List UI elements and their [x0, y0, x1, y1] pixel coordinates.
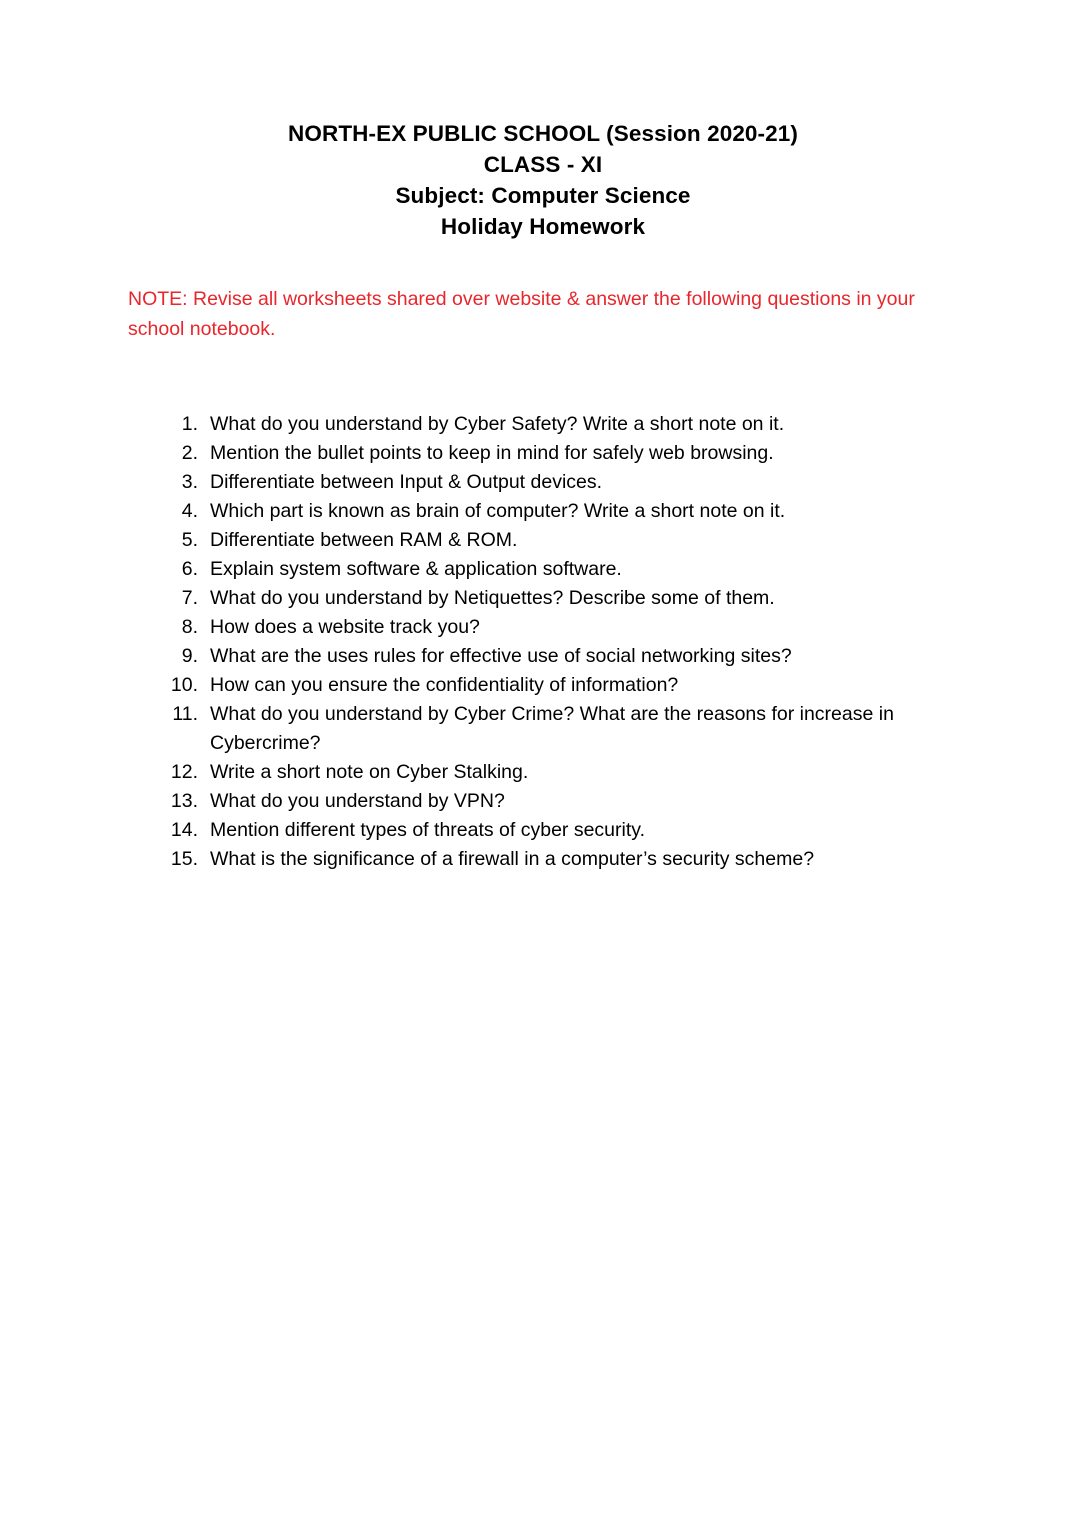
list-item-text: Mention the bullet points to keep in mind for safely web browsing.	[210, 442, 774, 464]
list-item-number: 7.	[181, 587, 198, 609]
document-title: Holiday Homework	[440, 214, 646, 239]
list-item-number: 12.	[170, 761, 198, 783]
list-item-text: Mention different types of threats of cyber security.	[210, 819, 645, 841]
list-item-number: 10.	[170, 674, 198, 696]
list-item-number: 2.	[181, 442, 198, 464]
list-item-number: 6.	[181, 558, 198, 580]
list-item-text: Differentiate between Input & Output devices.	[210, 471, 603, 493]
list-item-text: What is the significance of a firewall in a computer’s security scheme?	[210, 848, 815, 870]
list-item	[166, 497, 958, 526]
class-line: CLASS - XI	[483, 152, 603, 177]
subject-line: Subject: Computer Science	[395, 183, 691, 208]
note-paragraph: NOTE: Revise all worksheets shared over website & answer the following questions in your school notebook.	[128, 288, 915, 340]
list-item	[166, 758, 958, 787]
list-item-number: 3.	[181, 471, 198, 493]
list-item-text: What are the uses rules for effective use of social networking sites?	[210, 645, 792, 667]
list-item-number: 11.	[172, 703, 198, 725]
list-item	[166, 700, 958, 758]
school-name-line: NORTH-EX PUBLIC SCHOOL (Session 2020-21)	[288, 121, 798, 146]
list-item	[166, 787, 958, 816]
list-item-text: Differentiate between RAM & ROM.	[210, 529, 518, 551]
list-item-number: 15.	[170, 848, 198, 870]
list-item-text: What do you understand by Cyber Safety? Write a short note on it.	[210, 413, 785, 435]
list-item	[166, 642, 958, 671]
list-item-number: 1.	[181, 413, 198, 435]
list-item	[166, 468, 958, 497]
list-item-text: Which part is known as brain of computer? Write a short note on it.	[210, 500, 786, 522]
list-item-number: 13.	[170, 790, 198, 812]
list-item-number: 14.	[170, 819, 198, 841]
list-item	[166, 439, 958, 468]
list-item-text: How does a website track you?	[210, 616, 480, 638]
list-item-text: How can you ensure the confidentiality of information?	[210, 674, 679, 696]
list-item-text: Write a short note on Cyber Stalking.	[210, 761, 529, 783]
list-item-number: 4.	[181, 500, 198, 522]
questions-list	[128, 410, 958, 874]
list-item	[166, 816, 958, 845]
list-item-text: What do you understand by Netiquettes? Describe some of them.	[210, 587, 775, 609]
list-item	[166, 555, 958, 584]
list-item-number: 9.	[181, 645, 198, 667]
list-item-number: 8.	[181, 616, 198, 638]
list-item-number: 5.	[181, 529, 198, 551]
list-item	[166, 613, 958, 642]
list-item	[166, 584, 958, 613]
list-item-text: Explain system software & application software.	[210, 558, 622, 580]
document-header	[128, 118, 958, 242]
list-item	[166, 410, 958, 439]
list-item	[166, 671, 958, 700]
list-item-text: What do you understand by VPN?	[210, 790, 505, 812]
list-item-text: What do you understand by Cyber Crime? What are the reasons for increase in Cybercrime?	[210, 703, 894, 754]
list-item	[166, 526, 958, 555]
list-item	[166, 845, 958, 874]
